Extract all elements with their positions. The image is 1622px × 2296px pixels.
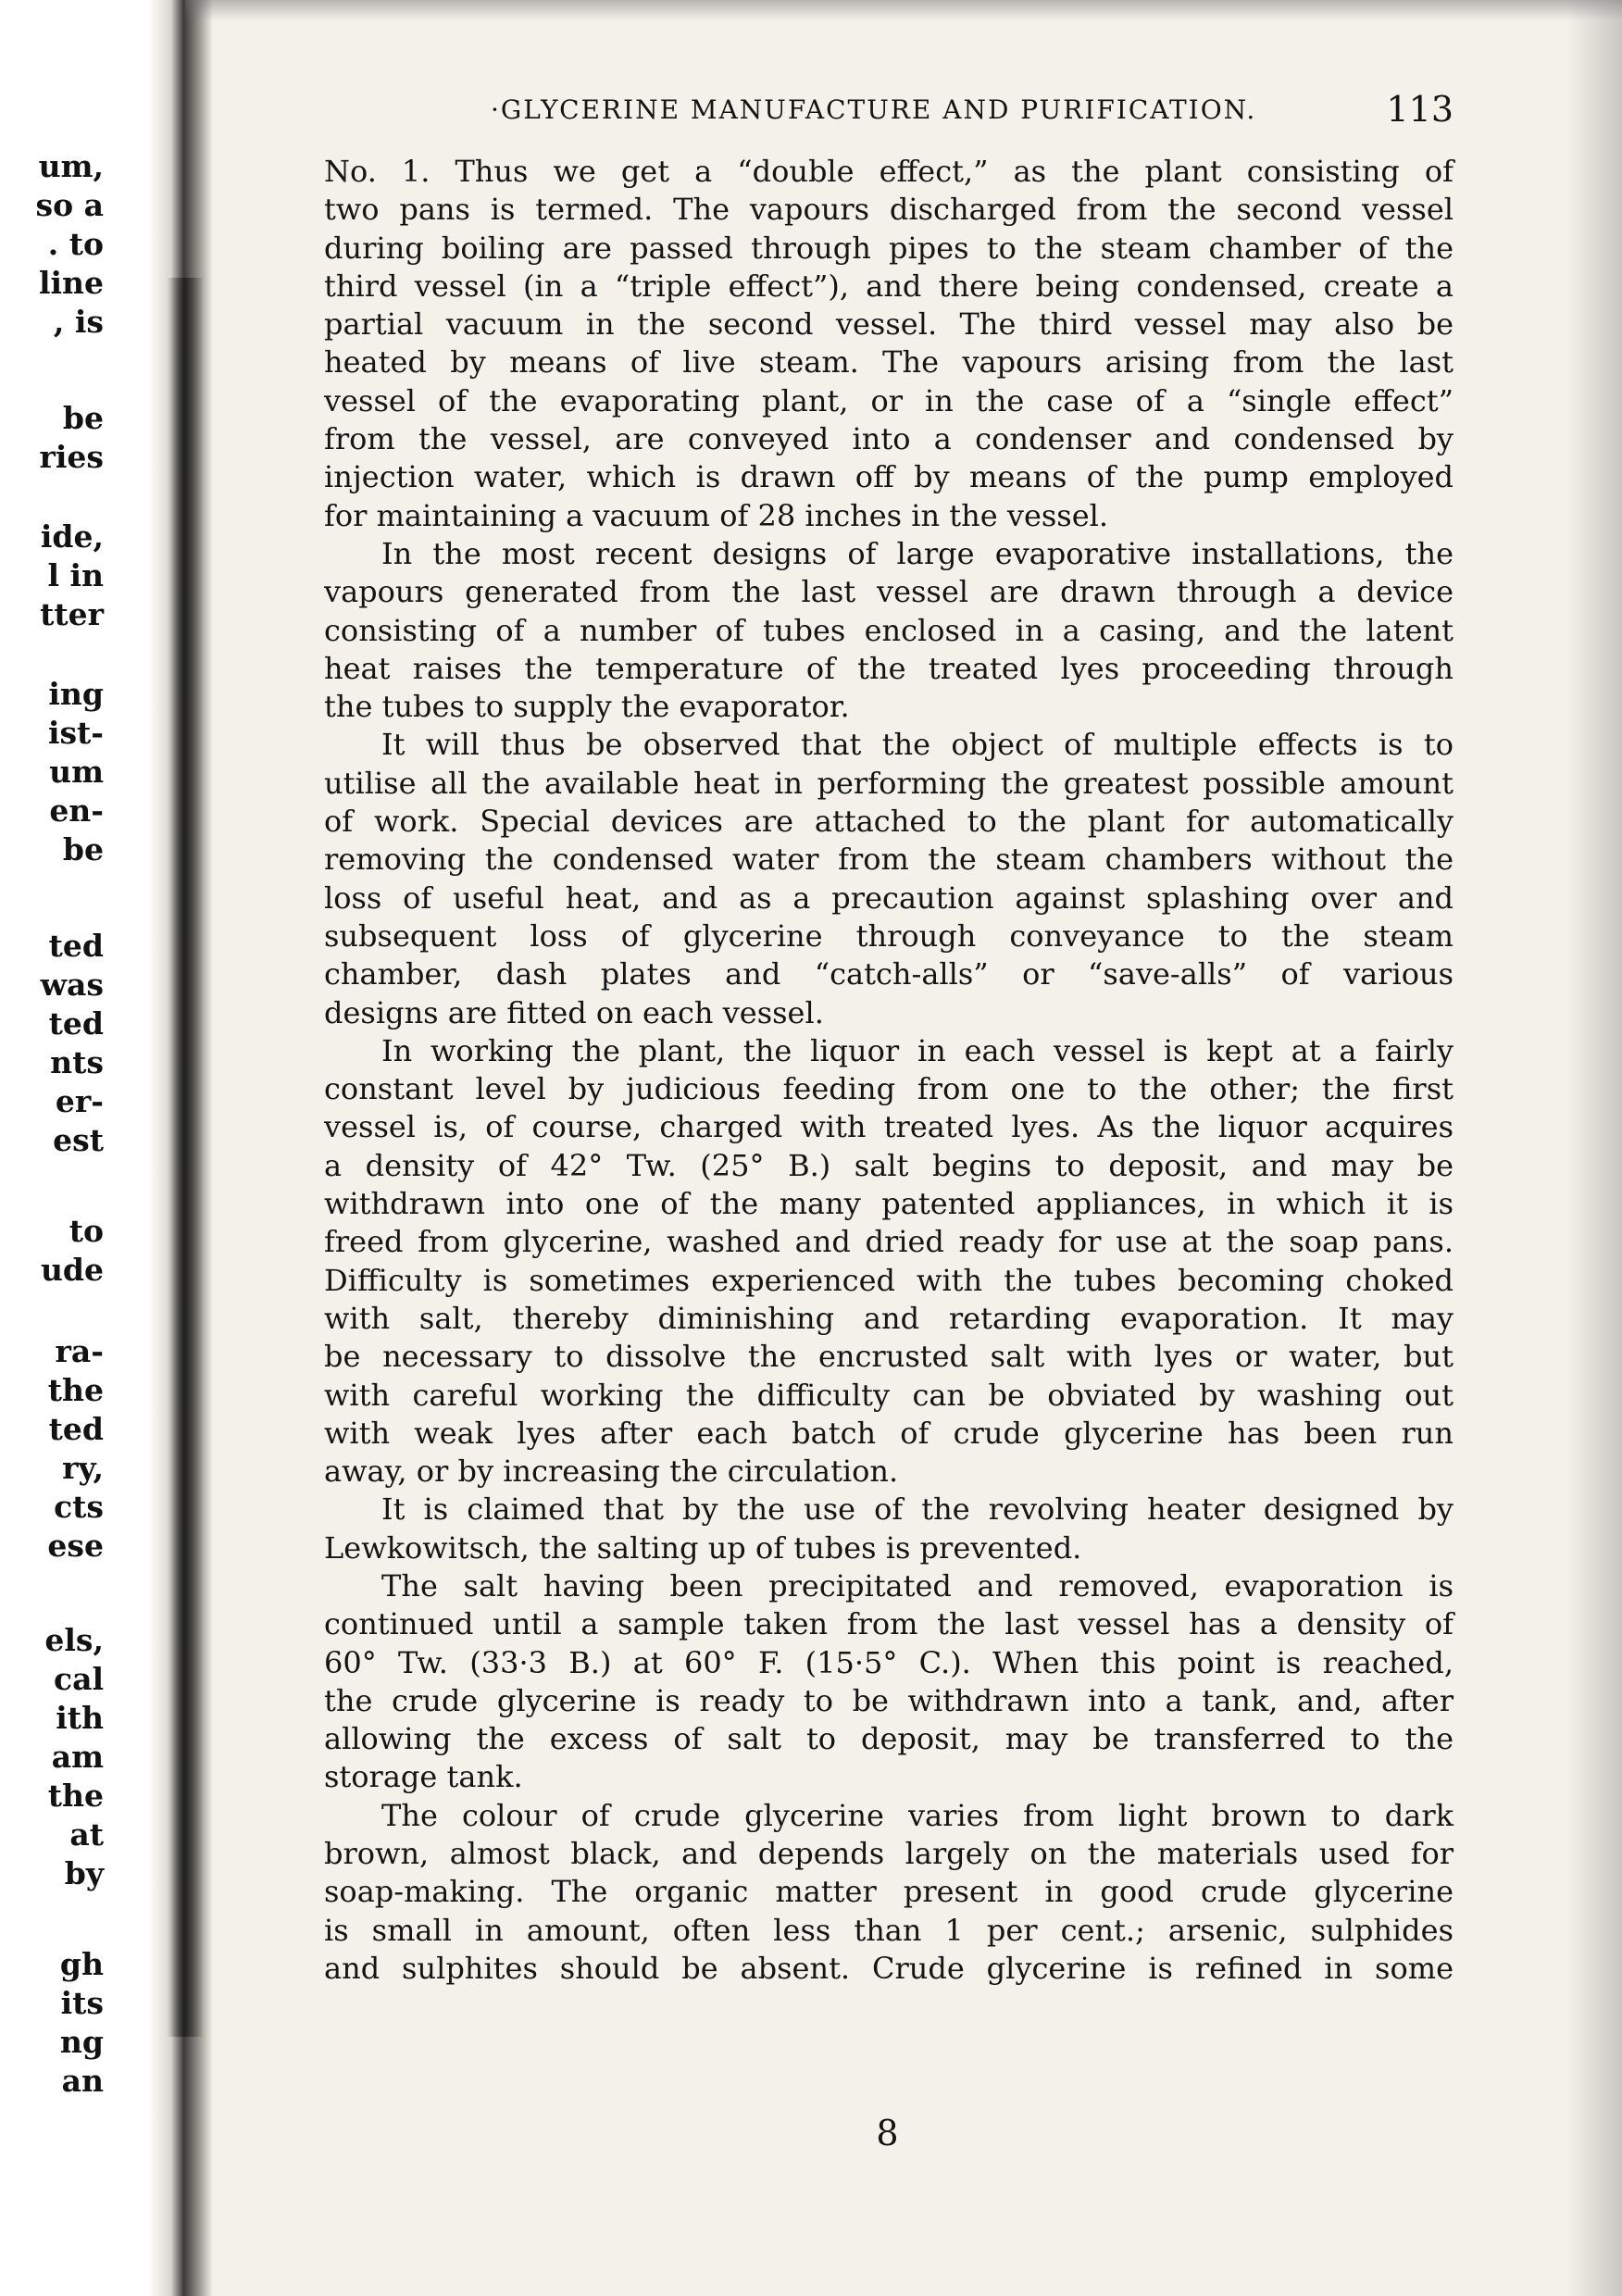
text-line: vapours generated from the last vessel are drawn through a device	[324, 574, 1454, 610]
margin-fragment: ra-	[55, 1333, 104, 1369]
text-line: continued until a sample taken from the last vessel has a density of	[324, 1606, 1454, 1642]
signature-mark: 8	[876, 2113, 899, 2153]
margin-fragment: tter	[40, 596, 104, 632]
text-line: removing the condensed water from the steam chambers without the	[324, 842, 1454, 878]
margin-fragment: nts	[50, 1044, 104, 1080]
margin-fragment: an	[61, 2063, 104, 2099]
body-text	[324, 153, 1454, 1988]
text-line: withdrawn into one of the many patented appliances, in which it is	[324, 1186, 1454, 1222]
margin-fragment: ry,	[62, 1450, 104, 1486]
paragraph-first-line: It is claimed that by the use of the revolving heater designed by	[381, 1491, 1454, 1528]
paragraph-first-line: It will thus be observed that the object of multiple effects is to	[381, 727, 1454, 763]
margin-fragment: the	[47, 1372, 104, 1408]
text-line: partial vacuum in the second vessel. The third vessel may also be	[324, 306, 1454, 343]
text-line: injection water, which is drawn off by means of the pump employed	[324, 459, 1454, 495]
text-line: allowing the excess of salt to deposit, may be transferred to the	[324, 1721, 1454, 1757]
margin-fragment: be	[62, 831, 104, 867]
margin-fragment: er-	[55, 1083, 104, 1119]
previous-page-text-fragments	[0, 0, 111, 2296]
margin-fragment: cts	[54, 1489, 104, 1525]
text-line: and sulphites should be absent. Crude glycerine is refined in some	[324, 1950, 1454, 1986]
margin-fragment: ide,	[40, 518, 104, 555]
margin-fragment: am	[51, 1739, 104, 1775]
margin-fragment: so a	[35, 187, 104, 223]
margin-fragment: the	[47, 1778, 104, 1814]
paragraph-first-line: In working the plant, the liquor in each vessel is kept at a fairly	[381, 1032, 1454, 1068]
margin-fragment: ude	[40, 1252, 104, 1288]
text-line: No. 1. Thus we get a “double effect,” as the plant consisting of	[324, 154, 1454, 189]
running-title: ·GLYCERINE MANUFACTURE AND PURIFICATION.	[491, 94, 1257, 125]
text-line: away, or by increasing the circulation.	[324, 1454, 899, 1490]
text-line: heated by means of live steam. The vapours arising from the last	[324, 344, 1454, 381]
text-line: brown, almost black, and depends largely on the materials used for	[324, 1836, 1454, 1872]
text-line: chamber, dash plates and “catch-alls” or “save-alls” of various	[324, 956, 1454, 992]
margin-fragment: to	[69, 1213, 104, 1249]
text-line: designs are fitted on each vessel.	[324, 994, 824, 1030]
margin-fragment: . to	[47, 226, 104, 262]
margin-fragment: ing	[48, 676, 104, 712]
text-line: utilise all the available heat in performing the greatest possible amount	[324, 765, 1454, 801]
margin-fragment: en-	[49, 792, 104, 829]
margin-fragment: its	[60, 1985, 104, 2021]
text-line: with weak lyes after each batch of crude glycerine has been run	[324, 1415, 1454, 1451]
text-line: consisting of a number of tubes enclosed in a casing, and the latent	[324, 612, 1454, 648]
margin-fragment: ese	[47, 1528, 104, 1564]
paragraph-first-line: The salt having been precipitated and removed, evaporation is	[381, 1567, 1454, 1603]
margin-fragment: ted	[48, 1411, 104, 1447]
text-line: a density of 42° Tw. (25° B.) salt begins to deposit, and may be	[324, 1147, 1454, 1183]
text-line: with salt, thereby diminishing and retarding evaporation. It may	[324, 1300, 1454, 1336]
text-line: the tubes to supply the evaporator.	[324, 689, 850, 725]
text-line: storage tank.	[324, 1759, 523, 1795]
text-line: for maintaining a vacuum of 28 inches in the vessel.	[324, 497, 1109, 533]
text-line: loss of useful heat, and as a precaution against splashing over and	[324, 880, 1454, 916]
margin-fragment: was	[40, 967, 104, 1003]
text-line: of work. Special devices are attached to the plant for automatically	[324, 804, 1454, 840]
margin-fragment: line	[38, 265, 104, 301]
page-header	[491, 85, 1454, 131]
text-line: vessel is, of course, charged with treated lyes. As the liquor acquires	[324, 1109, 1454, 1145]
margin-fragment: , is	[53, 304, 104, 340]
margin-fragment: um	[49, 754, 104, 790]
text-line: constant level by judicious feeding from one to the other; the first	[324, 1071, 1454, 1107]
margin-fragment: ith	[56, 1700, 104, 1736]
text-line: heat raises the temperature of the treated lyes proceeding through	[324, 650, 1454, 686]
page-top-edge	[185, 0, 1622, 20]
margin-fragment: at	[69, 1816, 104, 1853]
text-line: with careful working the difficulty can be obviated by washing out	[324, 1377, 1454, 1413]
paragraph-first-line: The colour of crude glycerine varies from light brown to dark	[381, 1797, 1454, 1833]
page-number: 113	[1386, 89, 1454, 130]
margin-fragment: ries	[39, 439, 104, 475]
margin-fragment: est	[53, 1122, 104, 1158]
margin-fragment: ng	[59, 2024, 104, 2060]
text-line: Difficulty is sometimes experienced with the tubes becoming choked	[324, 1262, 1454, 1298]
margin-fragment: ted	[48, 928, 104, 964]
paragraph-first-line: In the most recent designs of large evaporative installations, the	[381, 535, 1454, 571]
text-line: freed from glycerine, washed and dried ready for use at the soap pans.	[324, 1224, 1454, 1260]
text-line: is small in amount, often less than 1 per cent.; arsenic, sulphides	[324, 1912, 1454, 1948]
margin-fragment: gh	[59, 1946, 104, 1982]
text-line: Lewkowitsch, the salting up of tubes is prevented.	[324, 1529, 1082, 1566]
margin-fragment: ted	[48, 1005, 104, 1042]
gutter-shadow	[167, 278, 204, 2037]
margin-fragment: by	[64, 1855, 104, 1891]
margin-fragment: be	[62, 400, 104, 436]
text-line: from the vessel, are conveyed into a condenser and condensed by	[324, 421, 1454, 457]
margin-fragment: l in	[47, 557, 104, 593]
text-line: subsequent loss of glycerine through conveyance to the steam	[324, 917, 1454, 954]
text-line: two pans is termed. The vapours discharged from the second vessel	[324, 192, 1454, 228]
margin-fragment: um,	[38, 148, 104, 184]
text-line: 60° Tw. (33·3 B.) at 60° F. (15·5° C.). When this point is reached,	[324, 1644, 1454, 1680]
text-line: third vessel (in a “triple effect”), and there being condensed, create a	[324, 268, 1454, 304]
page-right-edge	[1566, 0, 1622, 2296]
text-line: during boiling are passed through pipes to the steam chamber of the	[324, 230, 1454, 266]
text-line: soap-making. The organic matter present in good crude glycerine	[324, 1874, 1454, 1910]
margin-fragment: cal	[53, 1661, 104, 1697]
text-line: the crude glycerine is ready to be withdrawn into a tank, and, after	[324, 1682, 1454, 1718]
text-line: be necessary to dissolve the encrusted salt with lyes or water, but	[324, 1339, 1454, 1375]
margin-fragment: ist-	[47, 715, 104, 751]
text-line: vessel of the evaporating plant, or in the case of a “single effect”	[324, 382, 1454, 418]
margin-fragment: els,	[44, 1622, 104, 1658]
